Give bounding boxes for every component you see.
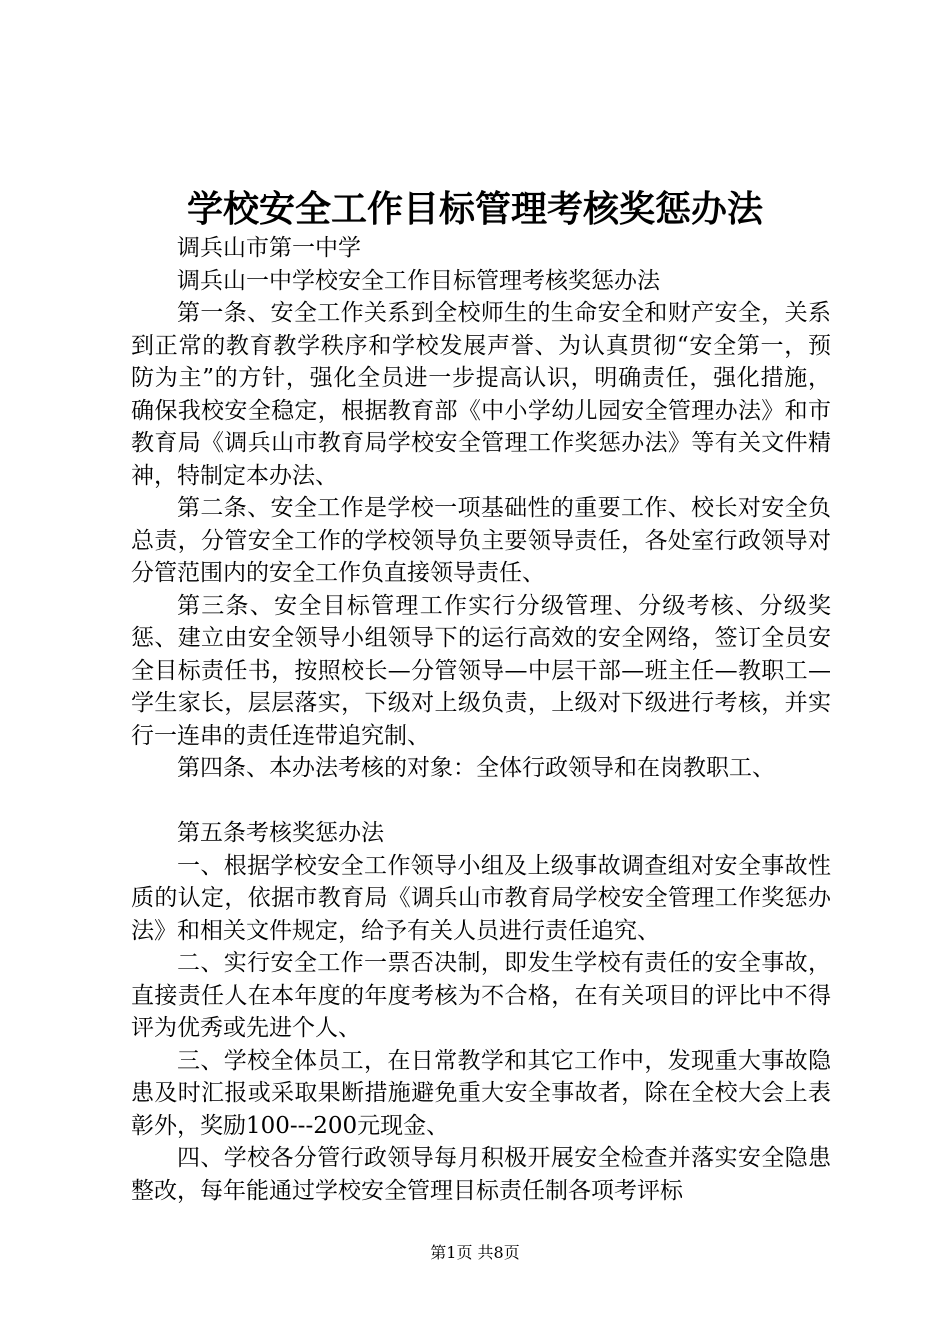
article-5-heading: 第五条考核奖惩办法: [177, 820, 384, 846]
page-footer: 第1页 共8页: [430, 1243, 520, 1262]
article-4: 第四条、本办法考核的对象：全体行政领导和在岗教职工、: [177, 755, 775, 781]
subtitle-line: 调兵山一中学校安全工作目标管理考核奖惩办法: [177, 267, 660, 294]
document-title: 学校安全工作目标管理考核奖惩办法: [186, 188, 763, 230]
article-2: 第二条、安全工作是学校一项基础性的重要工作、校长对安全负总责，分管安全工作的学校领导负主要领导责任，各处室行政领导对分管范围内的安全工作负直接领导责任、: [131, 495, 831, 586]
article-5-item-2: 二、实行安全工作一票否决制，即发生学校有责任的安全事故，直接责任人在本年度的年度考核为不合格，在有关项目的评比中不得评为优秀或先进个人、: [131, 950, 831, 1041]
article-1: 第一条、安全工作关系到全校师生的生命安全和财产安全，关系到正常的教育教学秩序和学校发展声誉、为认真贯彻“安全第一，预防为主”的方针，强化全员进一步提高认识，明确责任，强化措施，确保我校安全稳定，根据教育部《中小学幼儿园安全管理办法》和市教育局《调兵山市教育局学校安全管理工作奖惩办法》等有关文件精神，特制定本办法、: [131, 300, 831, 489]
school-name-line: 调兵山市第一中学: [177, 235, 361, 261]
article-5-item-3: 三、学校全体员工，在日常教学和其它工作中，发现重大事故隐患及时汇报或采取果断措施避免重大安全事故者，除在全校大会上表彰外，奖励100---200元现金、: [131, 1047, 831, 1139]
article-3: 第三条、安全目标管理工作实行分级管理、分级考核、分级奖惩、建立由安全领导小组领导下的运行高效的安全网络，签订全员安全目标责任书，按照校长—分管领导—中层干部—班主任—教职工—学生家长，层层落实，下级对上级负责，上级对下级进行考核，并实行一连串的责任连带追究制、: [131, 592, 831, 749]
article-5-item-4: 四、学校各分管行政领导每月积极开展安全检查并落实安全隐患整改，每年能通过学校安全管理目标责任制各项考评标: [131, 1145, 831, 1204]
document-body: [131, 232, 831, 1207]
article-5-item-1: 一、根据学校安全工作领导小组及上级事故调查组对安全事故性质的认定，依据市教育局《调兵山市教育局学校安全管理工作奖惩办法》和相关文件规定，给予有关人员进行责任追究、: [131, 852, 831, 944]
